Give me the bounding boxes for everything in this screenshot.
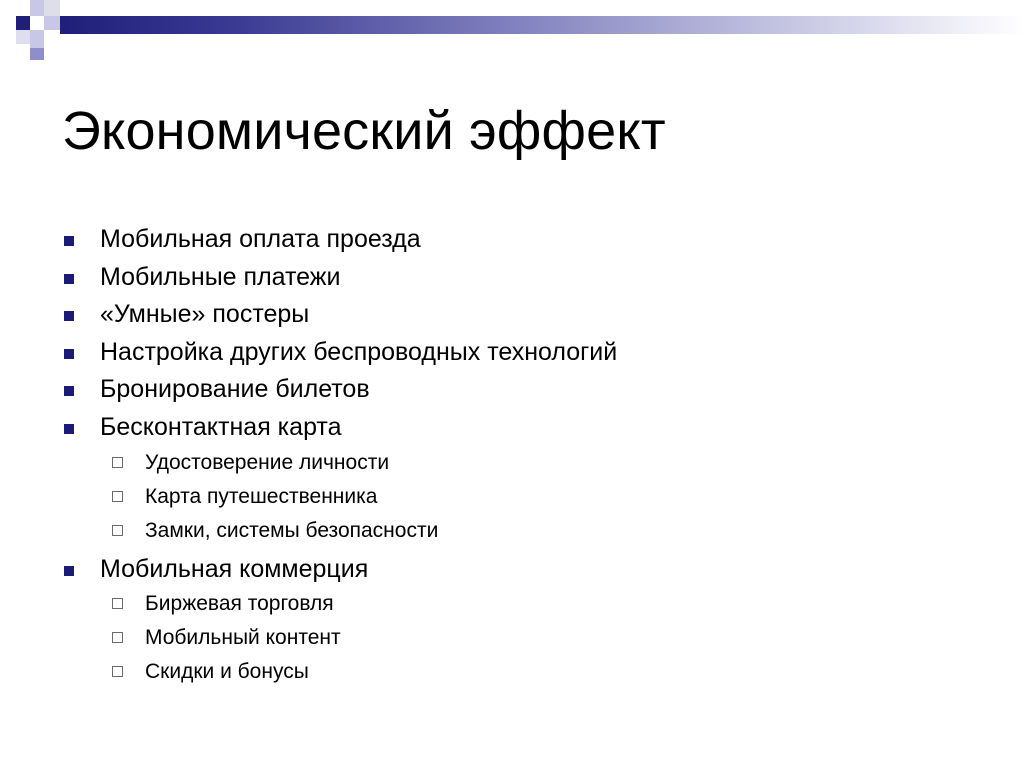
gradient-stripe <box>60 16 1024 34</box>
bullet-item <box>0 262 1000 292</box>
bullet-text: Мобильная оплата проезда <box>100 225 421 253</box>
bullet-text: «Умные» постеры <box>100 300 310 329</box>
hollow-square-bullet-icon <box>112 491 123 502</box>
decor-square <box>30 0 44 16</box>
square-bullet-icon <box>64 311 74 321</box>
hollow-square-bullet-icon <box>112 598 123 609</box>
bullet-text: Биржевая торговля <box>145 592 334 616</box>
bullet-text: Бесконтактная карта <box>100 412 342 441</box>
bullet-text: Замки, системы безопасности <box>145 518 439 542</box>
sub-bullet-item <box>0 518 1000 544</box>
bullet-list <box>0 224 1000 693</box>
square-bullet-icon <box>64 424 74 434</box>
bullet-item <box>0 554 1000 584</box>
decor-square <box>30 30 44 48</box>
sub-bullet-item <box>0 625 1000 651</box>
decor-square <box>44 0 60 16</box>
square-bullet-icon <box>64 236 74 246</box>
sub-bullet-item <box>0 450 1000 476</box>
hollow-square-bullet-icon <box>112 525 123 536</box>
hollow-square-bullet-icon <box>112 666 123 677</box>
sub-bullet-item <box>0 484 1000 510</box>
square-bullet-icon <box>64 349 74 359</box>
bullet-text: Карта путешественника <box>145 484 378 508</box>
bullet-text: Скидки и бонусы <box>145 660 309 684</box>
bullet-text: Бронирование билетов <box>100 375 370 404</box>
bullet-text: Настройка других беспроводных технологий <box>100 337 618 366</box>
square-bullet-icon <box>64 274 74 284</box>
bullet-text: Мобильные платежи <box>100 262 341 291</box>
decor-square <box>16 16 30 30</box>
bullet-text: Удостоверение личности <box>145 450 390 474</box>
hollow-square-bullet-icon <box>112 632 123 643</box>
bullet-item <box>0 374 1000 404</box>
decor-square <box>30 48 44 60</box>
bullet-text: Мобильная коммерция <box>100 554 369 583</box>
slide-title: Экономический эффект <box>62 101 666 161</box>
sub-bullet-item <box>0 591 1000 617</box>
bullet-text: Мобильный контент <box>145 626 341 650</box>
decor-square <box>44 16 60 30</box>
square-bullet-icon <box>64 566 74 576</box>
bullet-item <box>0 224 1000 254</box>
sub-bullet-item <box>0 659 1000 685</box>
hollow-square-bullet-icon <box>112 457 123 468</box>
bullet-item <box>0 299 1000 329</box>
bullet-item <box>0 412 1000 442</box>
square-bullet-icon <box>64 386 74 396</box>
header-decoration <box>0 0 1024 48</box>
decor-square <box>16 30 30 44</box>
bullet-item <box>0 337 1000 367</box>
